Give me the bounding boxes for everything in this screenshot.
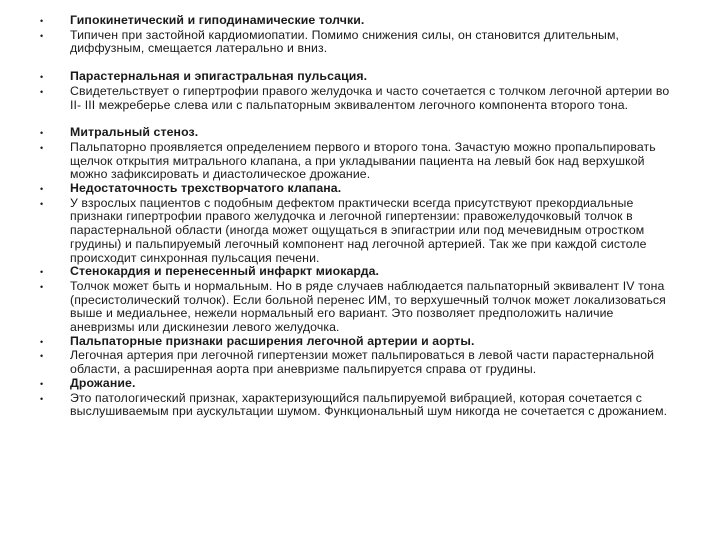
section-heading: Гипокинетический и гиподинамические толчки.	[70, 13, 365, 27]
section-group-3	[40, 126, 680, 419]
section-body: Это патологический признак, характеризующийся пальпируемой вибрацией, которая сочетается с выслушиваемым при аускультации шумом. Функциональный шум никогда не сочетается с дрожанием.	[70, 390, 668, 419]
section-heading: Дрожание.	[70, 375, 136, 390]
list-item	[40, 141, 680, 182]
list-item	[40, 14, 680, 29]
bullet-icon: •	[40, 267, 44, 278]
bullet-icon: •	[40, 336, 44, 347]
section-body: Толчок может быть и нормальным. Но в ряде случаев наблюдается пальпаторный эквивалент IV тона (пресистолический толчок). Если больной перенес ИМ, то верхушечный толчок может локализоваться выше и медиальнее, нежели нормальный его вариант. Это позволяет предположить наличие аневризмы или дискинезии левого желудочка.	[70, 278, 666, 335]
section-heading: Стенокардия и перенесенный инфаркт миокарда.	[70, 264, 380, 279]
section-heading: Пальпаторные признаки расширения легочной артерии и аорты.	[70, 333, 475, 348]
list-item	[40, 377, 680, 392]
bullet-icon: •	[40, 351, 44, 362]
bullet-icon: •	[40, 128, 44, 139]
bullet-icon: •	[40, 30, 44, 41]
list-item	[40, 29, 680, 56]
list-item	[40, 349, 680, 376]
bullet-icon: •	[40, 378, 44, 389]
section-body: Легочная артерия при легочной гипертензии может пальпироваться в левой части парастернальной области, а расширенная аорта при аневризме пальпируется справа от грудины.	[70, 348, 655, 377]
list-item	[40, 265, 680, 280]
bullet-icon: •	[40, 142, 44, 153]
list-item	[40, 126, 680, 141]
bullet-icon: •	[40, 16, 44, 26]
list-item	[40, 85, 680, 112]
bullet-icon: •	[40, 393, 44, 404]
section-group-2	[40, 70, 680, 112]
section-heading: Недостаточность трехстворчатого клапана.	[70, 181, 342, 196]
list-item	[40, 197, 680, 266]
section-body: Свидетельствует о гипертрофии правого желудочка и часто сочетается с толчком легочной артерии во II- III межреберье слева или с пальпаторным эквивалентом легочного компонента второго тона.	[70, 83, 670, 112]
section-body: У взрослых пациентов с подобным дефектом практически всегда присутствуют прекордиальные признаки гипертрофии правого желудочка и легочной гипертензии: правожелудочковый толчок в парастернальной области (иногда может ощущаться в эпигастрии или под мечевидным отростком грудины) и пальпируемый легочный компонент над легочной артерией. Так же при каждой систоле происходит синхронная пульсация печени.	[70, 195, 647, 265]
bullet-icon: •	[40, 198, 44, 209]
list-item	[40, 335, 680, 350]
bullet-icon: •	[40, 72, 44, 83]
bullet-icon: •	[40, 184, 44, 195]
section-group-1	[40, 14, 680, 56]
list-item	[40, 392, 680, 419]
bullet-icon: •	[40, 86, 44, 97]
section-heading: Парастернальная и эпигастральная пульсация.	[70, 69, 368, 84]
section-heading: Митральный стеноз.	[70, 125, 199, 140]
section-body: Пальпаторно проявляется определением первого и второго тона. Зачастую можно пропальпировать щелчок открытия митрального клапана, а при укладывании пациента на левый бок над верхушкой можно зафиксировать и диастолическое дрожание.	[70, 139, 656, 182]
list-item	[40, 182, 680, 197]
section-body: Типичен при застойной кардиомиопатии. Помимо снижения силы, он становится длительным, диффузным, смещается латерально и вниз.	[70, 27, 620, 56]
list-item	[40, 280, 680, 335]
bullet-icon: •	[40, 281, 44, 292]
list-item	[40, 70, 680, 85]
